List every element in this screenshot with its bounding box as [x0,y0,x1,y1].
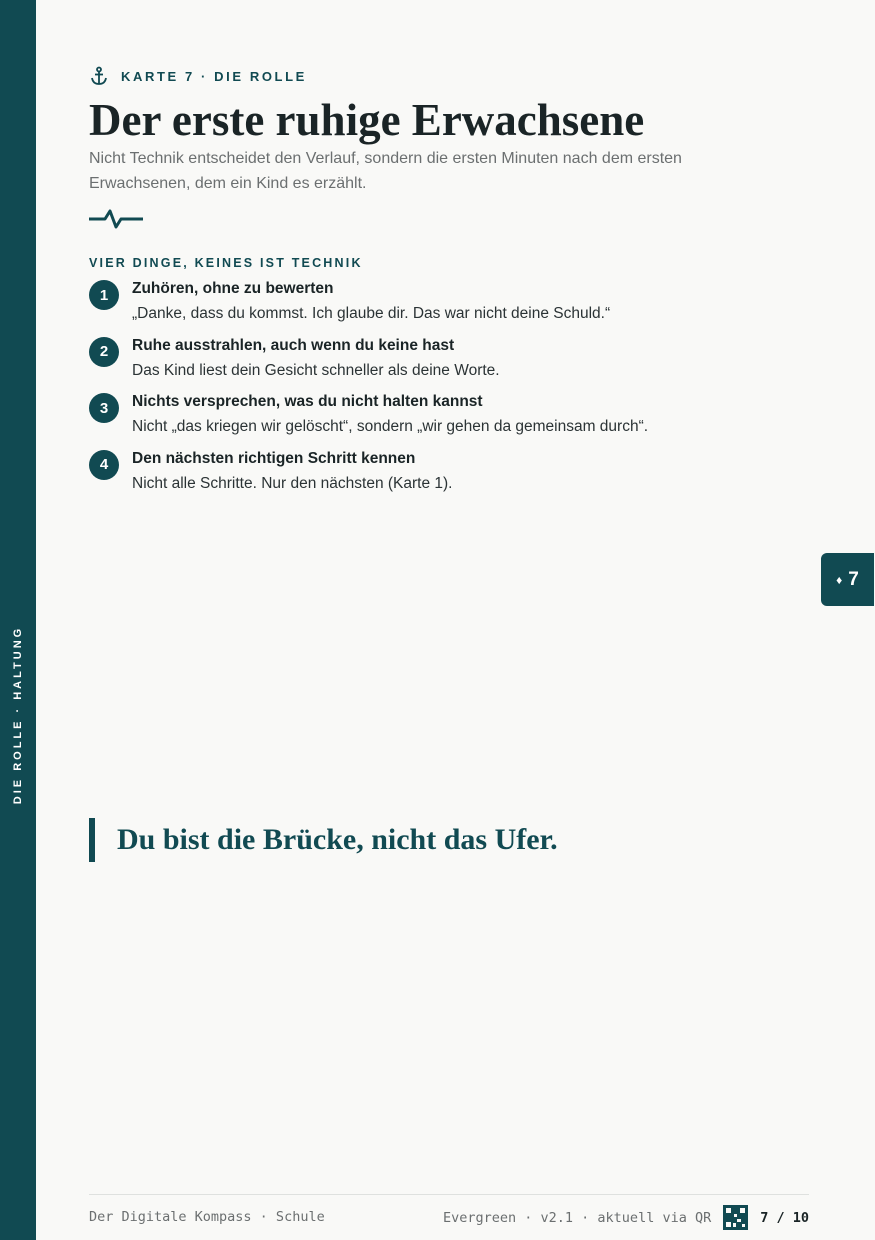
diamond-icon: ♦ [836,572,843,587]
list-item [89,337,809,394]
page-footer [89,1194,809,1226]
item-heading: Den nächsten richtigen Schritt kennen [132,449,416,467]
footer-version: Evergreen · v2.1 · aktuell via QR [443,1209,712,1226]
footer-publication: Der Digitale Kompass · Schule [89,1209,325,1225]
spine-label: DIE ROLLE · HALTUNG [12,625,24,805]
list-item [89,280,809,337]
footer-meta [443,1205,809,1230]
card-number-tab[interactable] [821,553,874,606]
list-item [89,393,809,450]
item-number-badge: 2 [89,337,119,367]
page-subtitle: Nicht Technik entscheidet den Verlauf, sondern die ersten Minuten nach dem ersten Erwachsenen, dem ein Kind es erzählt. [89,150,682,192]
side-spine [0,0,36,1240]
pulse-divider-icon [89,208,143,230]
card-kicker [89,66,307,86]
item-heading: Nichts versprechen, was du nicht halten kannst [132,393,483,410]
item-text: Nicht alle Schritte. Nur den nächsten (Karte 1). [132,474,453,492]
item-number-badge: 1 [89,280,119,310]
item-text: Nicht „das kriegen wir gelöscht“, sondern „wir gehen da gemeinsam durch“. [132,418,649,435]
item-number-badge: 4 [89,450,119,480]
page-number: 7 / 10 [760,1209,809,1226]
item-heading: Ruhe ausstrahlen, auch wenn du keine hast [132,336,455,354]
anchor-icon [89,66,109,86]
item-text: Das Kind liest dein Gesicht schneller als deine Worte. [132,361,500,379]
section-label: VIER DINGE, KEINES IST TECHNIK [89,256,363,270]
item-list [89,280,809,506]
pull-quote [89,818,558,862]
page-title: Der erste ruhige Erwachsene [89,95,645,145]
list-item [89,450,809,507]
kicker-label: KARTE 7 · DIE ROLLE [121,68,307,84]
quote-text: Du bist die Brücke, nicht das Ufer. [117,823,558,856]
item-text: „Danke, dass du kommst. Ich glaube dir. Das war nicht deine Schuld.“ [132,305,611,322]
qr-code-icon[interactable] [723,1205,748,1230]
item-heading: Zuhören, ohne zu bewerten [132,280,334,297]
tab-label: 7 [848,568,859,590]
item-number-badge: 3 [89,393,119,423]
